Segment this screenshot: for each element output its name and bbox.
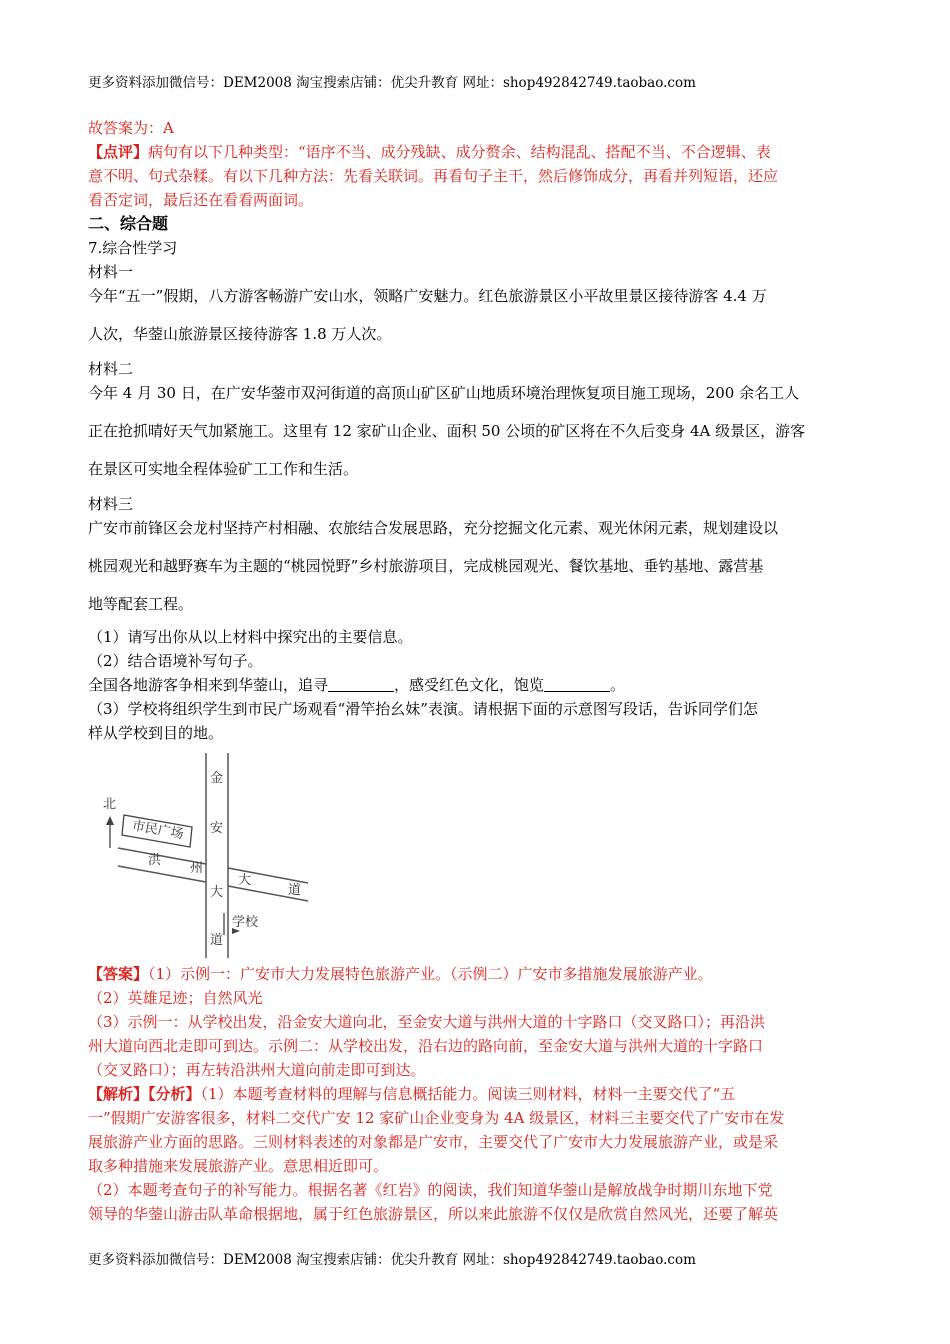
jinan-char-3: 大	[210, 885, 224, 900]
hongzhou-char-1: 洪	[148, 853, 162, 868]
material-1-line-1: 今年“五一”假期，八方游客畅游广安山水，领略广安魅力。红色旅游景区小平故里景区接待游客 4.4 万	[88, 287, 767, 305]
question-1: （1）请写出你从以上材料中探究出的主要信息。	[88, 628, 413, 646]
analysis-line-4: 取多种措施来发展旅游产业。意思相近即可。	[88, 1157, 389, 1175]
analysis-line-3: 展旅游产业方面的思路。三则材料表述的对象都是广安市，主要交代了广安市大力发展旅游产业，或是采	[88, 1133, 779, 1151]
analysis-line-1: 【解析】【分析】（1）本题考查材料的理解与信息概括能力。阅读三则材料，材料一主要交代了“五	[88, 1085, 736, 1103]
comment-line-3: 看否定词，最后还在看看两面词。	[88, 191, 314, 209]
question-3-line-2: 样从学校到目的地。	[88, 724, 224, 742]
analysis-line-6: 领导的华蓥山游击队革命根据地，属于红色旅游景区，所以来此旅游不仅仅是欣赏自然风光，还要了解英	[88, 1205, 779, 1223]
hongzhou-char-2: 州	[190, 861, 204, 876]
previous-answer: 故答案为：A	[88, 119, 174, 137]
question-title: 7.综合性学习	[88, 239, 178, 257]
school-label: 学校	[232, 915, 259, 930]
question-2: （2）结合语境补写句子。	[88, 652, 263, 670]
material-2-line-1: 今年 4 月 30 日，在广安华蓥市双河街道的高顶山矿区矿山地质环境治理恢复项目施工现场，200 余名工人	[88, 384, 800, 402]
fill-blank-1	[328, 677, 394, 692]
answer-2: （2）英雄足迹；自然风光	[88, 989, 263, 1007]
question-2-sentence: 全国各地游客争相来到华蓥山，追寻 ，感受红色文化，饱览 。	[88, 676, 626, 694]
answer-label: 【答案】	[88, 965, 149, 983]
answer-3-line-3: （交叉路口）；再左转沿洪州大道向前走即可到达。	[88, 1061, 426, 1079]
material-3-line-2: 桃园观光和越野赛车为主题的“桃园悦野”乡村旅游项目，完成桃园观光、餐饮基地、垂钓基地、露营基	[88, 557, 764, 575]
hongzhou-char-3: 大	[238, 873, 252, 888]
jinan-char-4: 道	[210, 933, 224, 948]
comment-line-2: 意不明、句式杂糅。有以下几种方法：先看关联词。再看句子主干，然后修饰成分，再看并列短语，还应	[88, 167, 779, 185]
material-2-title: 材料二	[88, 360, 134, 378]
content-body	[88, 116, 868, 1226]
page-header: 更多资料添加微信号：DEM2008 淘宝搜索店铺：优尖升教育 网址：shop492842749.taobao.com	[88, 75, 696, 91]
page-footer: 更多资料添加微信号：DEM2008 淘宝搜索店铺：优尖升教育 网址：shop492842749.taobao.com	[88, 1252, 696, 1268]
material-3-line-1: 广安市前锋区会龙村坚持产村相融、农旅结合发展思路，充分挖掘文化元素、观光休闲元素，规划建设以	[88, 519, 779, 537]
material-1-title: 材料一	[88, 263, 134, 281]
analysis-label: 【解析】【分析】	[88, 1085, 201, 1103]
comment-line-1: 【点评】病句有以下几种类型：“语序不当、成分残缺、成分赘余、结构混乱、搭配不当、不合逻辑、表	[88, 143, 771, 161]
plaza-label: 市民广场	[130, 818, 185, 843]
hongzhou-char-4: 道	[288, 883, 302, 898]
material-3-title: 材料三	[88, 495, 134, 513]
material-2-line-3: 在景区可实地全程体验矿工工作和生活。	[88, 460, 359, 478]
question-3-line-1: （3）学校将组织学生到市民广场观看“滑竿抬幺妹”表演。请根据下面的示意图写段话，告诉同学们怎	[88, 700, 758, 718]
answer-3-line-2: 州大道向西北走即可到达。示例二：从学校出发，沿右边的路向前，至金安大道与洪州大道的十字路口	[88, 1037, 764, 1055]
material-1-line-2: 人次，华蓥山旅游景区接待游客 1.8 万人次。	[88, 325, 392, 343]
answer-1: 【答案】（1）示例一：广安市大力发展特色旅游产业。（示例二）广安市多措施发展旅游产业。	[88, 965, 713, 983]
answer-3-line-1: （3）示例一：从学校出发，沿金安大道向北，至金安大道与洪州大道的十字路口（交叉路口）；再沿洪	[88, 1013, 766, 1031]
material-3-line-3: 地等配套工程。	[88, 595, 194, 613]
fill-blank-2	[544, 677, 610, 692]
comment-label: 【点评】	[88, 143, 149, 161]
north-arrow-head	[106, 816, 114, 825]
route-map	[96, 753, 326, 958]
material-2-line-2: 正在抢抓晴好天气加紧施工。这里有 12 家矿山企业、面积 50 公顷的矿区将在不久后变身 4A 级景区，游客	[88, 422, 806, 440]
jinan-char-2: 安	[210, 821, 224, 836]
north-label: 北	[103, 797, 117, 812]
section-title: 二、综合题	[88, 214, 169, 233]
analysis-line-2: 一”假期广安游客很多，材料二交代广安 12 家矿山企业变身为 4A 级景区，材料三主要交代了广安市在发	[88, 1109, 785, 1127]
jinan-char-1: 金	[210, 771, 224, 786]
analysis-line-5: （2）本题考查句子的补写能力。根据名著《红岩》的阅读，我们知道华蓥山是解放战争时期川东地下党	[88, 1181, 773, 1199]
